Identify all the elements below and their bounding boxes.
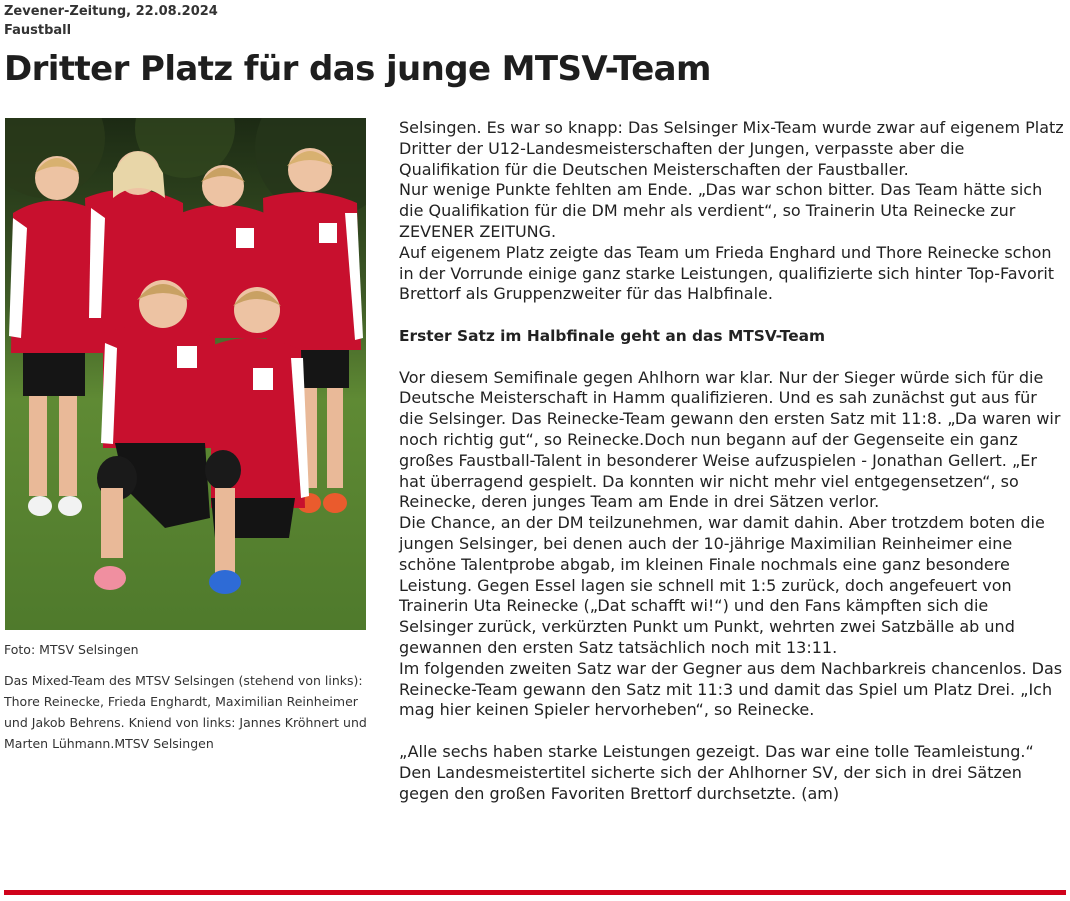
section-label: Faustball <box>4 23 72 38</box>
photo-credit: Foto: MTSV Selsingen <box>4 642 139 657</box>
paragraph-4: Vor diesem Semifinale gegen Ahlhorn war klar. Nur der Sieger würde sich für die Deutsche Meisterschaft in Hamm qualifizieren. Und es sah zunächst gut aus für die Selsinger. Das Reinecke-Team gewann den ersten Satz mit 11:8. „Da waren wir noch richtig gut“, so Reinecke.Doch nun begann auf der Gegenseite ein ganz großes Faustball-Talent in besonderer Weise aufzuspielen - Jonathan Gellert. „Er hat überragend gespielt. Da konnten wir nicht mehr viel entgegensetzen“, so Reinecke, deren junges Team am Ende in drei Sätzen verlor. <box>399 367 1061 512</box>
spacer <box>399 305 1064 326</box>
team-photo <box>5 118 366 630</box>
photo-caption: Das Mixed-Team des MTSV Selsingen (stehend von links): Thore Reinecke, Frieda Enghardt, Maximilian Reinheimer und Jakob Behrens. Kniend von links: Jannes Kröhnert und Marten Lühmann.MTSV Selsingen <box>4 673 367 751</box>
spacer <box>399 347 1064 368</box>
bottom-divider <box>4 890 1066 895</box>
paragraph-7: „Alle sechs haben starke Leistungen gezeigt. Das war eine tolle Teamleistung.“ Den Landesmeistertitel sicherte sich der Ahlhorner SV, der sich in drei Sätzen gegen den großen Favoriten Brettorf durchsetzte. (am) <box>399 741 1034 803</box>
article-body <box>399 118 1064 804</box>
spacer <box>399 721 1064 742</box>
source-line: Zevener-Zeitung, 22.08.2024 <box>4 4 218 19</box>
headline: Dritter Platz für das junge MTSV-Team <box>4 49 711 89</box>
paragraph-5: Die Chance, an der DM teilzunehmen, war damit dahin. Aber trotzdem boten die jungen Selsinger, bei denen auch der 10-jährige Maximilian Reinheimer eine schöne Talentprobe abgab, im kleinen Finale nochmals eine ganz besondere Leistung. Gegen Essel lagen sie schnell mit 1:5 zurück, doch angefeuert von Trainerin Uta Reinecke („Dat schafft wi!“) und den Fans kämpften sich die Selsinger zurück, verkürzten Punkt um Punkt, wehrten zwei Satzbälle ab und gewannen den ersten Satz tatsächlich noch mit 13:11. <box>399 513 1045 657</box>
paragraph-2: Nur wenige Punkte fehlten am Ende. „Das war schon bitter. Das Team hätte sich die Qualifikation für die DM mehr als verdient“, so Trainerin Uta Reinecke zur ZEVENER ZEITUNG. <box>399 180 1043 241</box>
paragraph-6: Im folgenden zweiten Satz war der Gegner aus dem Nachbarkreis chancenlos. Das Reinecke-Team gewann den Satz mit 11:3 und damit das Spiel um Platz Drei. „Ich mag hier keinen Spieler hervorheben“, so Reinecke. <box>399 658 1063 720</box>
paragraph-1: Selsingen. Es war so knapp: Das Selsinger Mix-Team wurde zwar auf eigenem Platz Dritter der U12-Landesmeisterschaften der Jungen, verpasste aber die Qualifikation für die Deutschen Meisterschaften der Faustballer. <box>399 118 1064 179</box>
article-meta <box>4 2 218 40</box>
subheading: Erster Satz im Halbfinale geht an das MTSV-Team <box>399 326 826 345</box>
paragraph-3: Auf eigenem Platz zeigte das Team um Frieda Enghard und Thore Reinecke schon in der Vorrunde einige ganz starke Leistungen, qualifizierte sich hinter Top-Favorit Brettorf als Gruppenzweiter für das Halbfinale. <box>399 242 1055 304</box>
